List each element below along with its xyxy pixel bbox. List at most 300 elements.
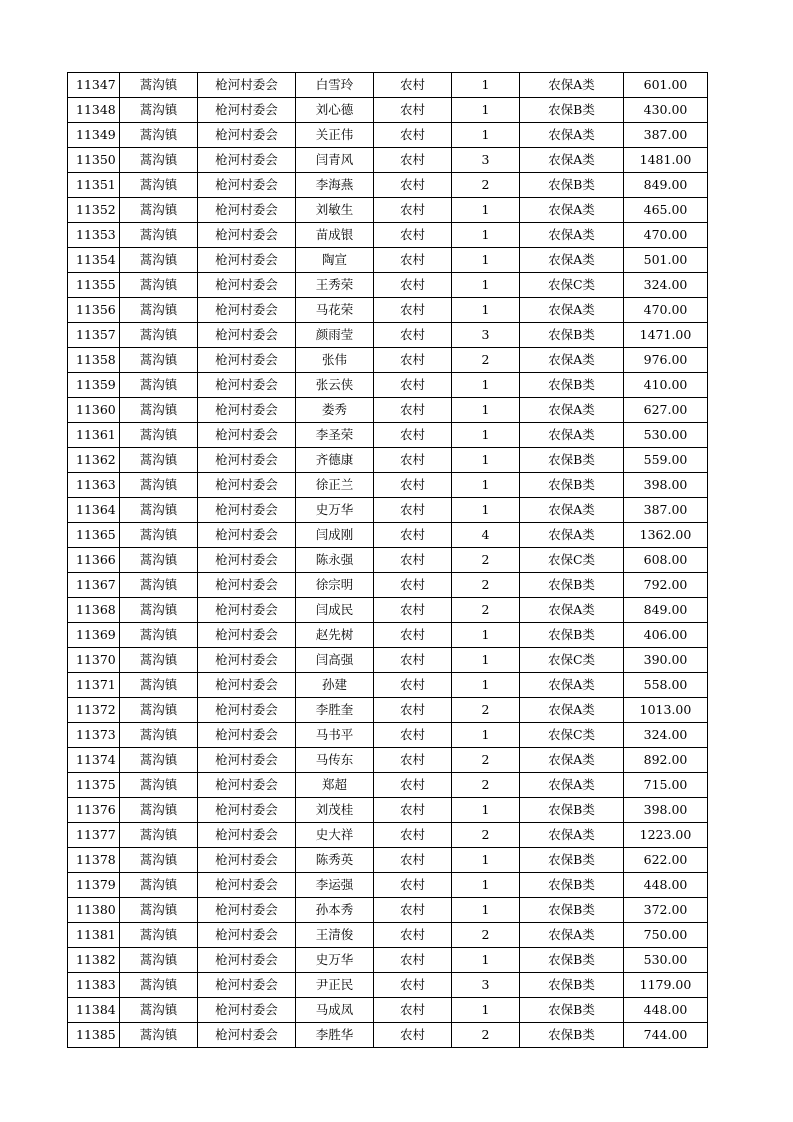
household-count-cell: 2 [452, 548, 520, 573]
household-count-cell: 2 [452, 823, 520, 848]
insurance-category-cell: 农保B类 [520, 98, 624, 123]
town-cell: 蒿沟镇 [120, 923, 198, 948]
committee-cell: 枪河村委会 [198, 298, 296, 323]
insurance-category-cell: 农保A类 [520, 223, 624, 248]
household-count-cell: 2 [452, 773, 520, 798]
record-id-cell: 11364 [68, 498, 120, 523]
amount-cell: 501.00 [624, 248, 708, 273]
area-type-cell: 农村 [374, 73, 452, 98]
amount-cell: 390.00 [624, 648, 708, 673]
town-cell: 蒿沟镇 [120, 798, 198, 823]
amount-cell: 406.00 [624, 623, 708, 648]
amount-cell: 849.00 [624, 173, 708, 198]
insurance-category-cell: 农保B类 [520, 798, 624, 823]
town-cell: 蒿沟镇 [120, 423, 198, 448]
table-row [68, 248, 708, 273]
table-row [68, 948, 708, 973]
town-cell: 蒿沟镇 [120, 823, 198, 848]
name-cell: 孙本秀 [296, 898, 374, 923]
record-id-cell: 11358 [68, 348, 120, 373]
insurance-category-cell: 农保A类 [520, 298, 624, 323]
name-cell: 王秀荣 [296, 273, 374, 298]
town-cell: 蒿沟镇 [120, 648, 198, 673]
committee-cell: 枪河村委会 [198, 398, 296, 423]
amount-cell: 530.00 [624, 423, 708, 448]
name-cell: 白雪玲 [296, 73, 374, 98]
household-count-cell: 1 [452, 848, 520, 873]
name-cell: 王清俊 [296, 923, 374, 948]
town-cell: 蒿沟镇 [120, 98, 198, 123]
committee-cell: 枪河村委会 [198, 548, 296, 573]
area-type-cell: 农村 [374, 298, 452, 323]
town-cell: 蒿沟镇 [120, 373, 198, 398]
insurance-category-cell: 农保B类 [520, 848, 624, 873]
area-type-cell: 农村 [374, 223, 452, 248]
name-cell: 关正伟 [296, 123, 374, 148]
table-row [68, 873, 708, 898]
household-count-cell: 1 [452, 373, 520, 398]
name-cell: 赵先树 [296, 623, 374, 648]
committee-cell: 枪河村委会 [198, 873, 296, 898]
amount-cell: 558.00 [624, 673, 708, 698]
name-cell: 张伟 [296, 348, 374, 373]
household-count-cell: 1 [452, 873, 520, 898]
table-row [68, 373, 708, 398]
household-count-cell: 2 [452, 698, 520, 723]
name-cell: 闫高强 [296, 648, 374, 673]
area-type-cell: 农村 [374, 873, 452, 898]
table-row [68, 348, 708, 373]
table-row [68, 73, 708, 98]
insurance-category-cell: 农保A类 [520, 73, 624, 98]
name-cell: 李胜奎 [296, 698, 374, 723]
table-row [68, 223, 708, 248]
table-row [68, 323, 708, 348]
amount-cell: 559.00 [624, 448, 708, 473]
record-id-cell: 11363 [68, 473, 120, 498]
record-id-cell: 11369 [68, 623, 120, 648]
name-cell: 张云侠 [296, 373, 374, 398]
committee-cell: 枪河村委会 [198, 423, 296, 448]
town-cell: 蒿沟镇 [120, 298, 198, 323]
amount-cell: 601.00 [624, 73, 708, 98]
area-type-cell: 农村 [374, 973, 452, 998]
table-row [68, 698, 708, 723]
table-row [68, 473, 708, 498]
insurance-category-cell: 农保A类 [520, 598, 624, 623]
insurance-category-cell: 农保C类 [520, 723, 624, 748]
town-cell: 蒿沟镇 [120, 873, 198, 898]
town-cell: 蒿沟镇 [120, 623, 198, 648]
area-type-cell: 农村 [374, 448, 452, 473]
amount-cell: 470.00 [624, 223, 708, 248]
household-count-cell: 1 [452, 273, 520, 298]
record-id-cell: 11376 [68, 798, 120, 823]
household-count-cell: 3 [452, 323, 520, 348]
table-row [68, 773, 708, 798]
committee-cell: 枪河村委会 [198, 498, 296, 523]
insurance-category-cell: 农保A类 [520, 398, 624, 423]
area-type-cell: 农村 [374, 648, 452, 673]
amount-cell: 792.00 [624, 573, 708, 598]
committee-cell: 枪河村委会 [198, 773, 296, 798]
table-row [68, 623, 708, 648]
table-row [68, 723, 708, 748]
household-count-cell: 1 [452, 73, 520, 98]
amount-cell: 1179.00 [624, 973, 708, 998]
town-cell: 蒿沟镇 [120, 173, 198, 198]
table-row [68, 823, 708, 848]
record-id-cell: 11382 [68, 948, 120, 973]
insurance-category-cell: 农保B类 [520, 873, 624, 898]
area-type-cell: 农村 [374, 848, 452, 873]
name-cell: 苗成银 [296, 223, 374, 248]
benefit-table [67, 72, 708, 1048]
committee-cell: 枪河村委会 [198, 823, 296, 848]
table-row [68, 498, 708, 523]
name-cell: 闫成刚 [296, 523, 374, 548]
household-count-cell: 1 [452, 998, 520, 1023]
record-id-cell: 11366 [68, 548, 120, 573]
town-cell: 蒿沟镇 [120, 273, 198, 298]
table-row [68, 898, 708, 923]
town-cell: 蒿沟镇 [120, 1023, 198, 1048]
amount-cell: 372.00 [624, 898, 708, 923]
table-row [68, 198, 708, 223]
table-row [68, 598, 708, 623]
record-id-cell: 11360 [68, 398, 120, 423]
amount-cell: 448.00 [624, 998, 708, 1023]
record-id-cell: 11361 [68, 423, 120, 448]
household-count-cell: 1 [452, 723, 520, 748]
name-cell: 娄秀 [296, 398, 374, 423]
table-body [68, 73, 708, 1048]
record-id-cell: 11383 [68, 973, 120, 998]
area-type-cell: 农村 [374, 923, 452, 948]
table-row [68, 998, 708, 1023]
area-type-cell: 农村 [374, 698, 452, 723]
area-type-cell: 农村 [374, 198, 452, 223]
insurance-category-cell: 农保B类 [520, 1023, 624, 1048]
household-count-cell: 2 [452, 173, 520, 198]
committee-cell: 枪河村委会 [198, 748, 296, 773]
amount-cell: 448.00 [624, 873, 708, 898]
name-cell: 马花荣 [296, 298, 374, 323]
name-cell: 李胜华 [296, 1023, 374, 1048]
amount-cell: 1223.00 [624, 823, 708, 848]
amount-cell: 627.00 [624, 398, 708, 423]
table-row [68, 923, 708, 948]
insurance-category-cell: 农保C类 [520, 548, 624, 573]
town-cell: 蒿沟镇 [120, 398, 198, 423]
insurance-category-cell: 农保A类 [520, 698, 624, 723]
record-id-cell: 11352 [68, 198, 120, 223]
committee-cell: 枪河村委会 [198, 923, 296, 948]
insurance-category-cell: 农保B类 [520, 998, 624, 1023]
name-cell: 刘茂桂 [296, 798, 374, 823]
area-type-cell: 农村 [374, 573, 452, 598]
table-row [68, 548, 708, 573]
town-cell: 蒿沟镇 [120, 998, 198, 1023]
name-cell: 闫成民 [296, 598, 374, 623]
area-type-cell: 农村 [374, 623, 452, 648]
amount-cell: 622.00 [624, 848, 708, 873]
amount-cell: 387.00 [624, 123, 708, 148]
table-row [68, 748, 708, 773]
name-cell: 史大祥 [296, 823, 374, 848]
insurance-category-cell: 农保A类 [520, 148, 624, 173]
committee-cell: 枪河村委会 [198, 623, 296, 648]
insurance-category-cell: 农保A类 [520, 123, 624, 148]
household-count-cell: 2 [452, 923, 520, 948]
amount-cell: 976.00 [624, 348, 708, 373]
household-count-cell: 4 [452, 523, 520, 548]
table-row [68, 848, 708, 873]
record-id-cell: 11357 [68, 323, 120, 348]
record-id-cell: 11359 [68, 373, 120, 398]
table-row [68, 523, 708, 548]
amount-cell: 892.00 [624, 748, 708, 773]
table-row [68, 973, 708, 998]
amount-cell: 410.00 [624, 373, 708, 398]
area-type-cell: 农村 [374, 373, 452, 398]
table-row [68, 648, 708, 673]
committee-cell: 枪河村委会 [198, 798, 296, 823]
name-cell: 齐德康 [296, 448, 374, 473]
insurance-category-cell: 农保B类 [520, 323, 624, 348]
area-type-cell: 农村 [374, 398, 452, 423]
town-cell: 蒿沟镇 [120, 448, 198, 473]
name-cell: 马传东 [296, 748, 374, 773]
insurance-category-cell: 农保A类 [520, 498, 624, 523]
record-id-cell: 11375 [68, 773, 120, 798]
committee-cell: 枪河村委会 [198, 148, 296, 173]
insurance-category-cell: 农保B类 [520, 573, 624, 598]
insurance-category-cell: 农保A类 [520, 748, 624, 773]
insurance-category-cell: 农保A类 [520, 348, 624, 373]
insurance-category-cell: 农保A类 [520, 673, 624, 698]
insurance-category-cell: 农保B类 [520, 373, 624, 398]
committee-cell: 枪河村委会 [198, 1023, 296, 1048]
household-count-cell: 1 [452, 623, 520, 648]
town-cell: 蒿沟镇 [120, 673, 198, 698]
town-cell: 蒿沟镇 [120, 223, 198, 248]
amount-cell: 1471.00 [624, 323, 708, 348]
name-cell: 陶宣 [296, 248, 374, 273]
record-id-cell: 11377 [68, 823, 120, 848]
area-type-cell: 农村 [374, 498, 452, 523]
town-cell: 蒿沟镇 [120, 148, 198, 173]
table-row [68, 673, 708, 698]
record-id-cell: 11368 [68, 598, 120, 623]
household-count-cell: 1 [452, 223, 520, 248]
area-type-cell: 农村 [374, 723, 452, 748]
name-cell: 闫青风 [296, 148, 374, 173]
name-cell: 孙建 [296, 673, 374, 698]
name-cell: 刘敏生 [296, 198, 374, 223]
area-type-cell: 农村 [374, 598, 452, 623]
area-type-cell: 农村 [374, 98, 452, 123]
area-type-cell: 农村 [374, 548, 452, 573]
committee-cell: 枪河村委会 [198, 73, 296, 98]
town-cell: 蒿沟镇 [120, 598, 198, 623]
committee-cell: 枪河村委会 [198, 273, 296, 298]
insurance-category-cell: 农保B类 [520, 948, 624, 973]
town-cell: 蒿沟镇 [120, 848, 198, 873]
town-cell: 蒿沟镇 [120, 323, 198, 348]
town-cell: 蒿沟镇 [120, 973, 198, 998]
table-row [68, 173, 708, 198]
amount-cell: 430.00 [624, 98, 708, 123]
amount-cell: 387.00 [624, 498, 708, 523]
table-row [68, 98, 708, 123]
committee-cell: 枪河村委会 [198, 848, 296, 873]
name-cell: 徐正兰 [296, 473, 374, 498]
household-count-cell: 1 [452, 648, 520, 673]
household-count-cell: 2 [452, 598, 520, 623]
household-count-cell: 1 [452, 498, 520, 523]
committee-cell: 枪河村委会 [198, 348, 296, 373]
household-count-cell: 1 [452, 473, 520, 498]
name-cell: 李圣荣 [296, 423, 374, 448]
area-type-cell: 农村 [374, 523, 452, 548]
amount-cell: 530.00 [624, 948, 708, 973]
area-type-cell: 农村 [374, 998, 452, 1023]
record-id-cell: 11380 [68, 898, 120, 923]
insurance-category-cell: 农保A类 [520, 823, 624, 848]
town-cell: 蒿沟镇 [120, 773, 198, 798]
record-id-cell: 11356 [68, 298, 120, 323]
area-type-cell: 农村 [374, 148, 452, 173]
town-cell: 蒿沟镇 [120, 498, 198, 523]
record-id-cell: 11365 [68, 523, 120, 548]
committee-cell: 枪河村委会 [198, 473, 296, 498]
household-count-cell: 1 [452, 298, 520, 323]
committee-cell: 枪河村委会 [198, 223, 296, 248]
insurance-category-cell: 农保B类 [520, 173, 624, 198]
record-id-cell: 11379 [68, 873, 120, 898]
committee-cell: 枪河村委会 [198, 998, 296, 1023]
committee-cell: 枪河村委会 [198, 648, 296, 673]
committee-cell: 枪河村委会 [198, 598, 296, 623]
insurance-category-cell: 农保B类 [520, 973, 624, 998]
committee-cell: 枪河村委会 [198, 98, 296, 123]
table-row [68, 573, 708, 598]
table-row [68, 123, 708, 148]
committee-cell: 枪河村委会 [198, 448, 296, 473]
record-id-cell: 11373 [68, 723, 120, 748]
amount-cell: 470.00 [624, 298, 708, 323]
household-count-cell: 1 [452, 423, 520, 448]
insurance-category-cell: 农保A类 [520, 198, 624, 223]
table-row [68, 423, 708, 448]
amount-cell: 608.00 [624, 548, 708, 573]
insurance-category-cell: 农保B类 [520, 473, 624, 498]
amount-cell: 750.00 [624, 923, 708, 948]
committee-cell: 枪河村委会 [198, 173, 296, 198]
household-count-cell: 1 [452, 673, 520, 698]
committee-cell: 枪河村委会 [198, 673, 296, 698]
insurance-category-cell: 农保A类 [520, 923, 624, 948]
household-count-cell: 1 [452, 798, 520, 823]
town-cell: 蒿沟镇 [120, 348, 198, 373]
amount-cell: 1362.00 [624, 523, 708, 548]
record-id-cell: 11378 [68, 848, 120, 873]
household-count-cell: 2 [452, 573, 520, 598]
name-cell: 马书平 [296, 723, 374, 748]
name-cell: 陈永强 [296, 548, 374, 573]
insurance-category-cell: 农保B类 [520, 898, 624, 923]
town-cell: 蒿沟镇 [120, 573, 198, 598]
committee-cell: 枪河村委会 [198, 948, 296, 973]
town-cell: 蒿沟镇 [120, 248, 198, 273]
committee-cell: 枪河村委会 [198, 198, 296, 223]
household-count-cell: 1 [452, 448, 520, 473]
area-type-cell: 农村 [374, 348, 452, 373]
committee-cell: 枪河村委会 [198, 123, 296, 148]
household-count-cell: 1 [452, 248, 520, 273]
area-type-cell: 农村 [374, 273, 452, 298]
town-cell: 蒿沟镇 [120, 473, 198, 498]
table-row [68, 1023, 708, 1048]
record-id-cell: 11355 [68, 273, 120, 298]
record-id-cell: 11385 [68, 1023, 120, 1048]
committee-cell: 枪河村委会 [198, 373, 296, 398]
name-cell: 刘心德 [296, 98, 374, 123]
name-cell: 郑超 [296, 773, 374, 798]
amount-cell: 849.00 [624, 598, 708, 623]
committee-cell: 枪河村委会 [198, 698, 296, 723]
amount-cell: 398.00 [624, 473, 708, 498]
table-row [68, 148, 708, 173]
committee-cell: 枪河村委会 [198, 323, 296, 348]
name-cell: 徐宗明 [296, 573, 374, 598]
household-count-cell: 2 [452, 748, 520, 773]
area-type-cell: 农村 [374, 673, 452, 698]
town-cell: 蒿沟镇 [120, 523, 198, 548]
table-row [68, 798, 708, 823]
record-id-cell: 11349 [68, 123, 120, 148]
area-type-cell: 农村 [374, 323, 452, 348]
insurance-category-cell: 农保A类 [520, 773, 624, 798]
area-type-cell: 农村 [374, 1023, 452, 1048]
committee-cell: 枪河村委会 [198, 248, 296, 273]
town-cell: 蒿沟镇 [120, 748, 198, 773]
amount-cell: 465.00 [624, 198, 708, 223]
household-count-cell: 1 [452, 198, 520, 223]
area-type-cell: 农村 [374, 948, 452, 973]
record-id-cell: 11374 [68, 748, 120, 773]
household-count-cell: 1 [452, 98, 520, 123]
committee-cell: 枪河村委会 [198, 973, 296, 998]
household-count-cell: 1 [452, 948, 520, 973]
amount-cell: 398.00 [624, 798, 708, 823]
household-count-cell: 1 [452, 123, 520, 148]
area-type-cell: 农村 [374, 423, 452, 448]
record-id-cell: 11353 [68, 223, 120, 248]
insurance-category-cell: 农保C类 [520, 273, 624, 298]
town-cell: 蒿沟镇 [120, 698, 198, 723]
record-id-cell: 11372 [68, 698, 120, 723]
insurance-category-cell: 农保A类 [520, 523, 624, 548]
town-cell: 蒿沟镇 [120, 548, 198, 573]
area-type-cell: 农村 [374, 823, 452, 848]
area-type-cell: 农村 [374, 748, 452, 773]
area-type-cell: 农村 [374, 248, 452, 273]
insurance-category-cell: 农保A类 [520, 423, 624, 448]
name-cell: 李海燕 [296, 173, 374, 198]
town-cell: 蒿沟镇 [120, 73, 198, 98]
